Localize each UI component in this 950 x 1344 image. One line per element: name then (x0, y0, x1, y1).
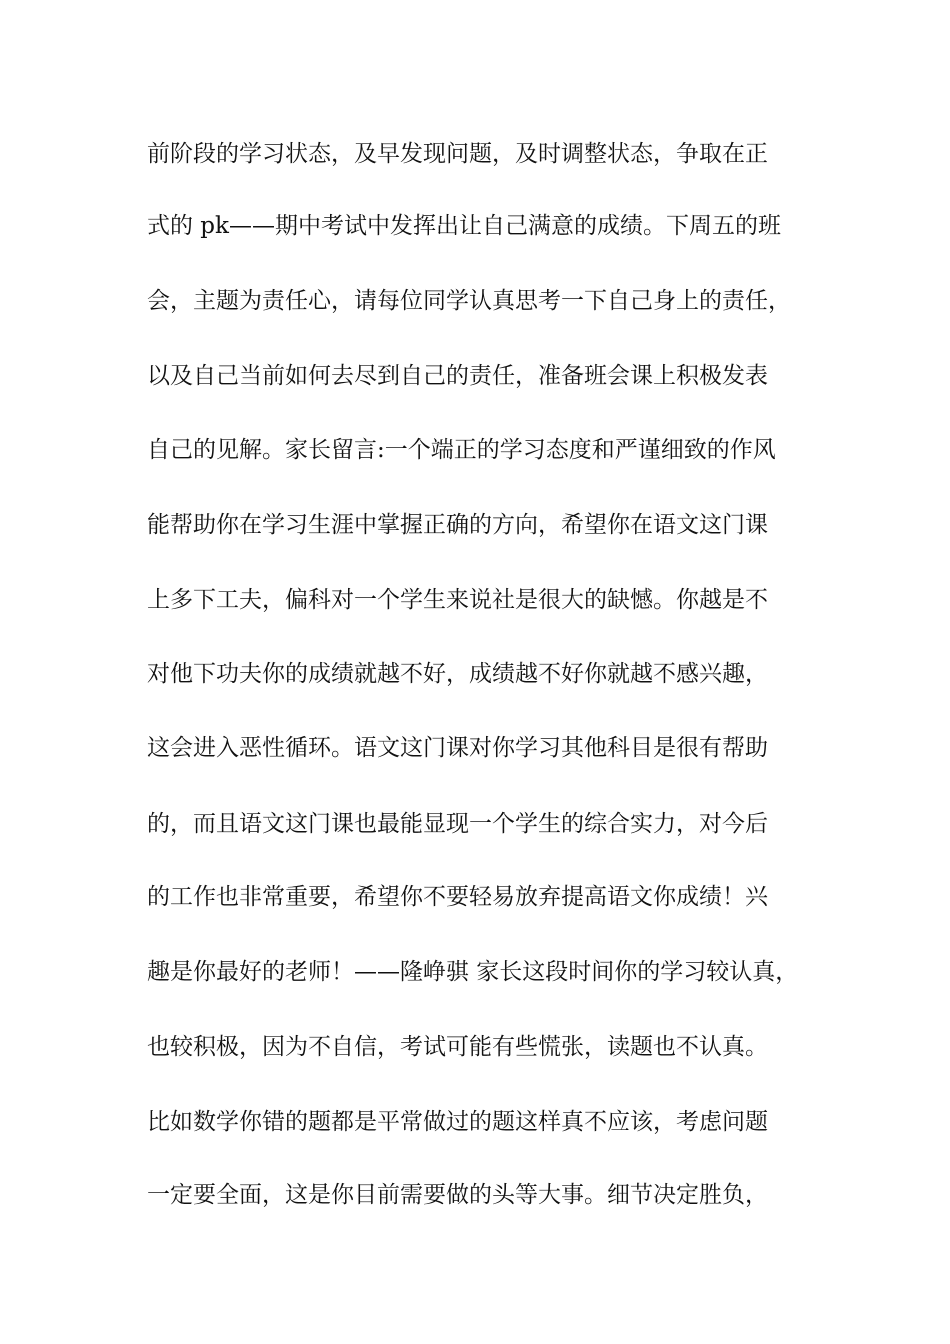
body-text-line: 前阶段的学习状态，及早发现问题，及时调整状态，争取在正 (147, 141, 768, 167)
body-text-line: 的工作也非常重要，希望你不要轻易放弃提高语文你成绩！兴 (147, 884, 768, 910)
body-text-line: 趣是你最好的老师！——隆峥骐 家长这段时间你的学习较认真， (147, 959, 799, 985)
body-text-line: 能帮助你在学习生涯中掌握正确的方向，希望你在语文这门课 (147, 512, 768, 538)
body-text-line: 这会进入恶性循环。语文这门课对你学习其他科目是很有帮助 (147, 735, 768, 761)
body-text-line: 会，主题为责任心，请每位同学认真思考一下自己身上的责任， (147, 288, 791, 314)
body-text-line: 也较积极，因为不自信，考试可能有些慌张，读题也不认真。 (147, 1034, 768, 1060)
body-text-line: 以及自己当前如何去尽到自己的责任，准备班会课上积极发表 (147, 363, 768, 389)
body-text-line: 一定要全面，这是你目前需要做的头等大事。细节决定胜负， (147, 1182, 768, 1208)
body-text-line: 式的 pk——期中考试中发挥出让自己满意的成绩。下周五的班 (147, 213, 781, 239)
body-text-line: 上多下工夫，偏科对一个学生来说社是很大的缺憾。你越是不 (147, 587, 768, 613)
body-text-line: 对他下功夫你的成绩就越不好，成绩越不好你就越不感兴趣， (147, 661, 768, 687)
body-text-line: 自己的见解。家长留言:一个端正的学习态度和严谨细致的作风 (147, 437, 776, 463)
body-text-line: 比如数学你错的题都是平常做过的题这样真不应该，考虑问题 (147, 1109, 768, 1135)
body-text-line: 的，而且语文这门课也最能显现一个学生的综合实力，对今后 (147, 811, 768, 837)
